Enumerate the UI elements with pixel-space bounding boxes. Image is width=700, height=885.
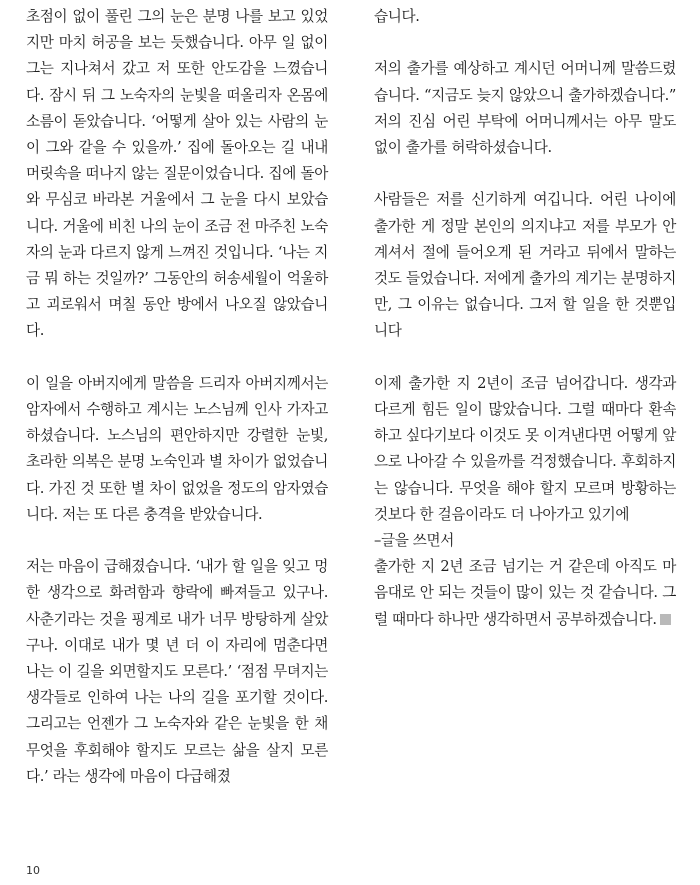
paragraph: 저는 마음이 급해졌습니다. ‘내가 할 일을 잊고 멍한 생각으로 화려함과 향락에 빠져들고 있구나. 사춘기라는 것을 핑계로 내가 너무 방탕하게 살았구나. 이대로 내가 몇 년 더 이 자리에 멈춘다면 나는 이 길을 외면할지도 모른다.’ ‘점점 무뎌지는 생각들로 인하여 나는 나의 길을 포기할 것이다. 그리고는 언젠가 그 노숙자와 같은 눈빛을 한 채 무엇을 후회해야 할지도 모르는 삶을 살지 모른다.’ 라는 생각에 마음이 다급해졌: [26, 558, 328, 785]
paragraph: 초점이 없이 풀린 그의 눈은 분명 나를 보고 있었지만 마치 허공을 보는 듯했습니다. 아무 일 없이 그는 지나쳐서 갔고 저 또한 안도감을 느꼈습니다. 잠시 뒤 그 노숙자의 눈빛을 떠올리자 온몸에 소름이 돋았습니다. ‘어떻게 살아 있는 사람의 눈이 그와 같을 수 있을까.’ 집에 돌아오는 길 내내 머릿속을 떠나지 않는 질문이었습니다. 집에 돌아와 무심코 바라본 거울에서 그 눈을 다시 보았습니다. 거울에 비친 나의 눈이 조금 전 마주친 노숙자의 눈과 다르지 않게 느껴진 것입니다. ‘나는 지금 뭐 하는 것일까?’ 그동안의 허송세월이 억울하고 괴로워서 며칠 동안 방에서 나오질 않았습니다.: [26, 8, 328, 340]
left-column: [26, 4, 328, 790]
end-of-article-icon: [660, 614, 671, 625]
paragraph: 이 일을 아버지에게 말씀을 드리자 아버지께서는 암자에서 수행하고 계시는 노스님께 인사 가자고 하셨습니다. 노스님의 편안하지만 강렬한 눈빛, 초라한 의복은 분명 노숙인과 별 차이가 없었습니다. 가진 것 또한 별 차이 없었을 정도의 암자였습니다. 저는 또 다른 충격을 받았습니다.: [26, 374, 328, 523]
paragraph: 이제 출가한 지 2년이 조금 넘어갑니다. 생각과 다르게 힘든 일이 많았습니다. 그럴 때마다 환속하고 싶다기보다 이것도 못 이겨낸다면 어떻게 앞으로 나아갈 수 있을까를 걱정했습니다. 후회하지는 않습니다. 무엇을 해야 할지 모르며 방황하는 것보다 한 걸음이라도 더 나아가고 있기에: [374, 374, 676, 523]
paragraph: 습니다.: [374, 8, 420, 25]
closing-text: 출가한 지 2년 조금 넘기는 거 같은데 아직도 마음대로 안 되는 것들이 많이 있는 것 같습니다. 그럴 때마다 하나만 생각하면서 공부하겠습니다.: [374, 558, 676, 628]
closing-paragraph: [374, 554, 676, 633]
paragraph: 사람들은 저를 신기하게 여깁니다. 어린 나이에 출가한 게 정말 본인의 의지냐고 저를 부모가 안 계셔서 절에 들어오게 된 거라고 뒤에서 말하는 것도 들었습니다. 저에게 출가의 계기는 분명하지만, 그 이유는 없습니다. 그저 할 일을 한 것뿐입니다: [374, 191, 676, 340]
right-column: [374, 4, 676, 633]
paragraph: 저의 출가를 예상하고 계시던 어머니께 말씀드렸습니다. “지금도 늦지 않았으니 출가하겠습니다.” 저의 진심 어린 부탁에 어머니께서는 아무 말도 없이 출가를 허락하셨습니다.: [374, 60, 676, 156]
signature-line: –글을 쓰면서: [374, 532, 454, 550]
page-number: 10: [26, 864, 40, 877]
